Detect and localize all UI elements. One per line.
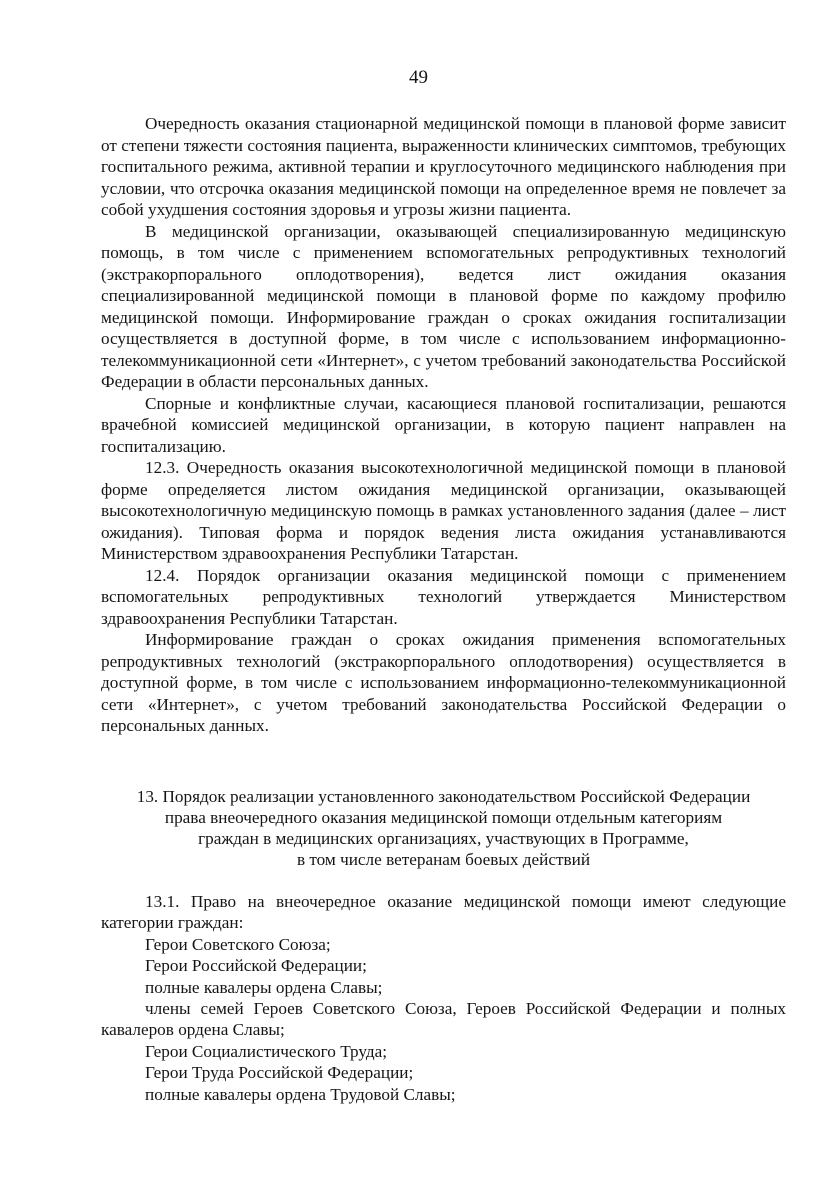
list-item: Герои Труда Российской Федерации; — [145, 1063, 414, 1083]
list-item: Герои Российской Федерации; — [145, 956, 367, 976]
page-number: 49 — [409, 67, 428, 88]
list-item: члены семей Героев Советского Союза, Героев Российской Федерации и полных кавалеров ордена Славы; — [101, 999, 786, 1040]
section-heading-line: в том числе ветеранам боевых действий — [296, 850, 591, 869]
paragraph: 12.4. Порядок организации оказания медицинской помощи с применением вспомогательных репродуктивных технологий утверждается Министерством здравоохранения Республики Татарстан. — [101, 565, 786, 628]
paragraph: Спорные и конфликтные случаи, касающиеся плановой госпитализации, решаются врачебной комиссией медицинской организации, в которую пациент направлен на госпитализацию. — [101, 393, 786, 456]
section-heading-line: граждан в медицинских организациях, участвующих в Программе, — [198, 829, 689, 848]
paragraph: 12.3. Очередность оказания высокотехнологичной медицинской помощи в плановой форме определяется листом ожидания медицинской организации, оказывающей высокотехнологичную медицинскую помощь в рамках установленного задания (далее – лист ожидания). Типовая форма и порядок ведения листа ожидания устанавливаются Министерством здравоохранения Республики Татарстан. — [101, 458, 786, 563]
list-item: полные кавалеры ордена Славы; — [145, 977, 383, 997]
paragraph: Очередность оказания стационарной медицинской помощи в плановой форме зависит от степени тяжести состояния пациента, выраженности клинических симптомов, требующих госпитального режима, активной терапии и круглосуточного медицинского наблюдения при условии, что отсрочка оказания медицинской помощи на определенное время не повлечет за собой ухудшения состояния здоровья и угрозы жизни пациента. — [101, 114, 786, 219]
section-heading-line: права внеочередного оказания медицинской помощи отдельным категориям — [164, 808, 723, 827]
paragraph: В медицинской организации, оказывающей специализированную медицинскую помощь, в том числе с применением вспомогательных репродуктивных технологий (экстракорпорального оплодотворения), ведется лист ожидания оказания специализированной медицинской помощи в плановой форме по каждому профилю медицинской помощи. Информирование граждан о сроках ожидания госпитализации осуществляется в доступной форме, в том числе с использованием информационно-телекоммуникационной сети «Интернет», с учетом требований законодательства Российской Федерации в области персональных данных. — [101, 221, 786, 391]
paragraph: Информирование граждан о сроках ожидания применения вспомогательных репродуктивных технологий (экстракорпорального оплодотворения) осуществляется в доступной форме, в том числе с использованием информационно-телекоммуникационной сети «Интернет», с учетом требований законодательства Российской Федерации о персональных данных. — [101, 630, 786, 735]
list-item: Герои Советского Союза; — [145, 934, 331, 954]
list-item: Герои Социалистического Труда; — [145, 1041, 388, 1061]
list-intro: 13.1. Право на внеочередное оказание медицинской помощи имеют следующие категории граждан: — [101, 892, 786, 933]
list-item: полные кавалеры ордена Трудовой Славы; — [145, 1084, 456, 1104]
eligible-categories-list — [101, 891, 786, 1105]
section-heading — [101, 786, 786, 870]
section-heading-line: 13. Порядок реализации установленного законодательством Российской Федерации — [136, 787, 751, 806]
body-text — [101, 113, 786, 737]
